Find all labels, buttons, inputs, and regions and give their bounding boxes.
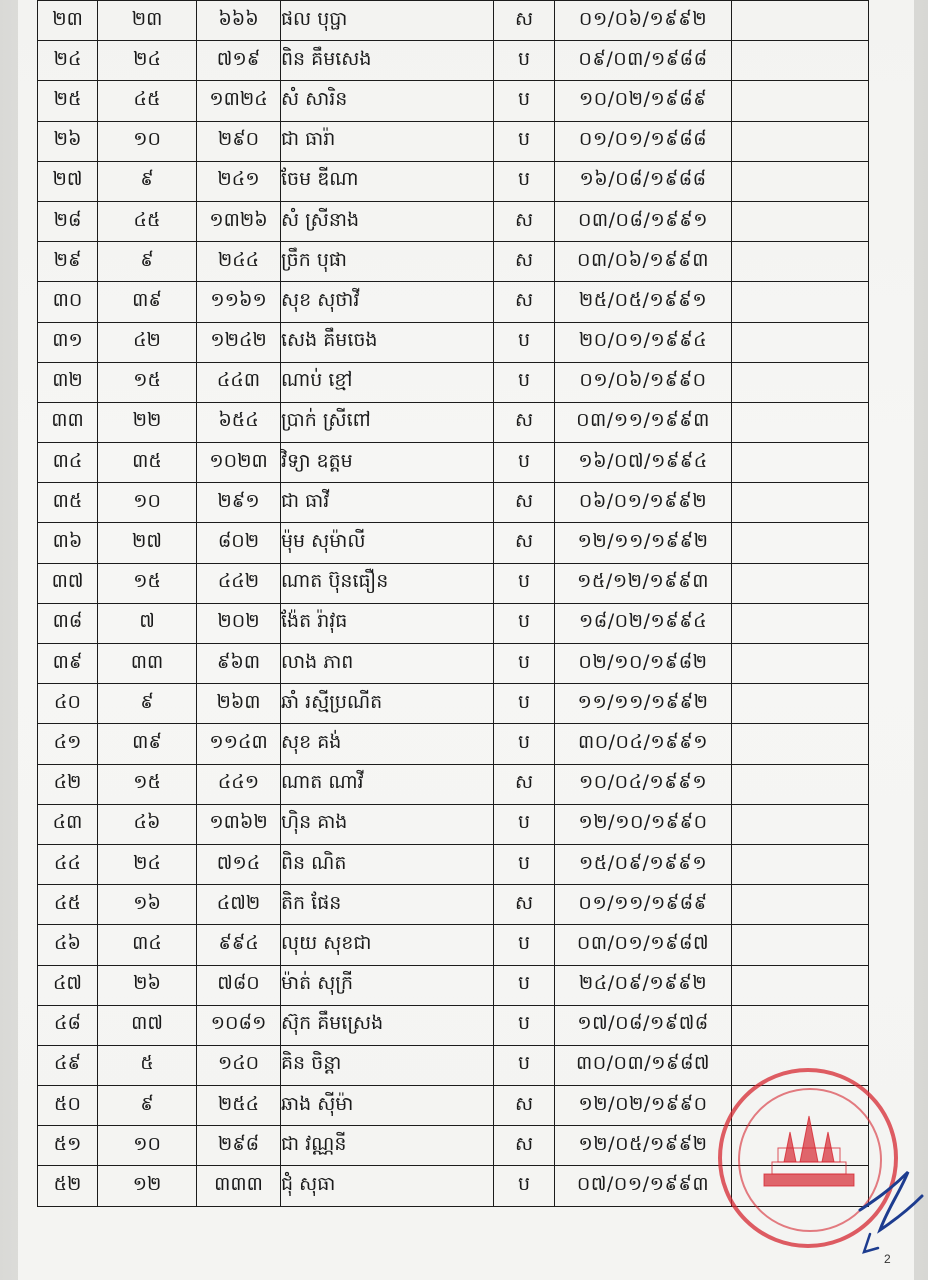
row-number: ២៧ bbox=[38, 161, 98, 201]
row-number: ៣៦ bbox=[38, 523, 98, 563]
name-cell: ជុំ សុធា bbox=[281, 1166, 494, 1206]
birthdate-cell: ០៣/០៨/១៩៩១ bbox=[555, 201, 732, 241]
group-number: ៩ bbox=[98, 1086, 197, 1126]
table-row bbox=[38, 402, 869, 442]
gender-cell: ស bbox=[494, 402, 555, 442]
gender-cell: ប bbox=[494, 965, 555, 1005]
id-number: ២៥៤ bbox=[197, 1086, 281, 1126]
id-number: ១៤០ bbox=[197, 1045, 281, 1085]
remarks-cell bbox=[732, 563, 869, 603]
id-number: ៤៤២ bbox=[197, 563, 281, 603]
name-cell: ឆាំ រស្មីប្រណីត bbox=[281, 684, 494, 724]
table-row bbox=[38, 603, 869, 643]
table-row bbox=[38, 684, 869, 724]
table-row bbox=[38, 362, 869, 402]
row-number: ២៩ bbox=[38, 242, 98, 282]
group-number: ៣៣ bbox=[98, 644, 197, 684]
birthdate-cell: ០៣/០៦/១៩៩៣ bbox=[555, 242, 732, 282]
row-number: ៣៩ bbox=[38, 644, 98, 684]
row-number: ៣៤ bbox=[38, 443, 98, 483]
remarks-cell bbox=[732, 965, 869, 1005]
table-row bbox=[38, 242, 869, 282]
id-number: ១៣២៦ bbox=[197, 201, 281, 241]
row-number: ៤៥ bbox=[38, 885, 98, 925]
id-number: ១២៤២ bbox=[197, 322, 281, 362]
id-number: ៤៤៣ bbox=[197, 362, 281, 402]
row-number: ២៨ bbox=[38, 201, 98, 241]
birthdate-cell: ២៥/០៥/១៩៩១ bbox=[555, 282, 732, 322]
id-number: ១១៤៣ bbox=[197, 724, 281, 764]
birthdate-cell: ០៣/១១/១៩៩៣ bbox=[555, 402, 732, 442]
name-cell: គិន ចិន្តា bbox=[281, 1045, 494, 1085]
group-number: ៣៧ bbox=[98, 1005, 197, 1045]
table-row bbox=[38, 804, 869, 844]
remarks-cell bbox=[732, 1, 869, 41]
remarks-cell bbox=[732, 684, 869, 724]
name-cell: ជា ធារ៉ា bbox=[281, 121, 494, 161]
gender-cell: ប bbox=[494, 684, 555, 724]
group-number: ៩ bbox=[98, 161, 197, 201]
gender-cell: ប bbox=[494, 1045, 555, 1085]
name-cell: សុខ គង់ bbox=[281, 724, 494, 764]
birthdate-cell: ១២/០៥/១៩៩២ bbox=[555, 1126, 732, 1166]
table-row bbox=[38, 644, 869, 684]
birthdate-cell: ១២/០២/១៩៩០ bbox=[555, 1086, 732, 1126]
remarks-cell bbox=[732, 443, 869, 483]
row-number: ៤៤ bbox=[38, 844, 98, 884]
birthdate-cell: ៣០/០៣/១៩៨៧ bbox=[555, 1045, 732, 1085]
table-row bbox=[38, 282, 869, 322]
name-cell: សុខ សុថាវី bbox=[281, 282, 494, 322]
gender-cell: ស bbox=[494, 885, 555, 925]
gender-cell: ស bbox=[494, 282, 555, 322]
gender-cell: ស bbox=[494, 242, 555, 282]
table-row bbox=[38, 483, 869, 523]
remarks-cell bbox=[732, 322, 869, 362]
group-number: ២៦ bbox=[98, 965, 197, 1005]
id-number: ៩៦៣ bbox=[197, 644, 281, 684]
row-number: ៤៣ bbox=[38, 804, 98, 844]
group-number: ៤៥ bbox=[98, 201, 197, 241]
id-number: ៩៩៤ bbox=[197, 925, 281, 965]
birthdate-cell: ០១/០៦/១៩៩០ bbox=[555, 362, 732, 402]
remarks-cell bbox=[732, 925, 869, 965]
name-cell: លុយ សុខជា bbox=[281, 925, 494, 965]
id-number: ១០៨១ bbox=[197, 1005, 281, 1045]
id-number: ២៩៨ bbox=[197, 1126, 281, 1166]
id-number: ៧១៩ bbox=[197, 41, 281, 81]
remarks-cell bbox=[732, 644, 869, 684]
row-number: ៥២ bbox=[38, 1166, 98, 1206]
birthdate-cell: ១២/១០/១៩៩០ bbox=[555, 804, 732, 844]
group-number: ២៣ bbox=[98, 1, 197, 41]
row-number: ៣១ bbox=[38, 322, 98, 362]
name-cell: ង៉ែត រ៉ាវុធ bbox=[281, 603, 494, 643]
group-number: ១០ bbox=[98, 483, 197, 523]
remarks-cell bbox=[732, 1005, 869, 1045]
roster-table bbox=[37, 0, 869, 1207]
gender-cell: ស bbox=[494, 764, 555, 804]
id-number: ១១៦១ bbox=[197, 282, 281, 322]
name-cell: ណាប់ ខ្មៅ bbox=[281, 362, 494, 402]
gender-cell: ស bbox=[494, 201, 555, 241]
name-cell: ប្រាក់ ស្រីពៅ bbox=[281, 402, 494, 442]
table-row bbox=[38, 925, 869, 965]
name-cell: វិទ្យា ឧត្តម bbox=[281, 443, 494, 483]
table-row bbox=[38, 724, 869, 764]
name-cell: សំ សារិន bbox=[281, 81, 494, 121]
birthdate-cell: ១០/០៤/១៩៩១ bbox=[555, 764, 732, 804]
remarks-cell bbox=[732, 523, 869, 563]
row-number: ៥១ bbox=[38, 1126, 98, 1166]
gender-cell: ប bbox=[494, 1166, 555, 1206]
row-number: ២៣ bbox=[38, 1, 98, 41]
name-cell: ពិន គឹមសេង bbox=[281, 41, 494, 81]
gender-cell: ប bbox=[494, 925, 555, 965]
id-number: ២៦៣ bbox=[197, 684, 281, 724]
group-number: ២២ bbox=[98, 402, 197, 442]
group-number: ៤៥ bbox=[98, 81, 197, 121]
group-number: ៣៩ bbox=[98, 282, 197, 322]
gender-cell: ប bbox=[494, 644, 555, 684]
table-row bbox=[38, 844, 869, 884]
group-number: ២៤ bbox=[98, 844, 197, 884]
gender-cell: ស bbox=[494, 483, 555, 523]
group-number: ៧ bbox=[98, 603, 197, 643]
row-number: ២៤ bbox=[38, 41, 98, 81]
birthdate-cell: ១៧/០៨/១៩៧៨ bbox=[555, 1005, 732, 1045]
table-row bbox=[38, 1, 869, 41]
group-number: ៩ bbox=[98, 684, 197, 724]
id-number: ៧១៤ bbox=[197, 844, 281, 884]
row-number: ២៦ bbox=[38, 121, 98, 161]
birthdate-cell: ០១/១១/១៩៨៩ bbox=[555, 885, 732, 925]
table-row bbox=[38, 81, 869, 121]
table-row bbox=[38, 201, 869, 241]
id-number: ២៩១ bbox=[197, 483, 281, 523]
group-number: ១៥ bbox=[98, 362, 197, 402]
row-number: ៣៨ bbox=[38, 603, 98, 643]
id-number: ៧៨០ bbox=[197, 965, 281, 1005]
remarks-cell bbox=[732, 81, 869, 121]
group-number: ៥ bbox=[98, 1045, 197, 1085]
remarks-cell bbox=[732, 844, 869, 884]
birthdate-cell: ១៨/០២/១៩៩៤ bbox=[555, 603, 732, 643]
gender-cell: ប bbox=[494, 362, 555, 402]
id-number: ២៤១ bbox=[197, 161, 281, 201]
id-number: ១៣៦២ bbox=[197, 804, 281, 844]
birthdate-cell: ២៤/០៩/១៩៩២ bbox=[555, 965, 732, 1005]
birthdate-cell: ០១/០១/១៩៨៨ bbox=[555, 121, 732, 161]
group-number: ១៥ bbox=[98, 563, 197, 603]
id-number: ២៩០ bbox=[197, 121, 281, 161]
table-row bbox=[38, 523, 869, 563]
table-row bbox=[38, 161, 869, 201]
table-row bbox=[38, 41, 869, 81]
id-number: ១៣២៤ bbox=[197, 81, 281, 121]
remarks-cell bbox=[732, 242, 869, 282]
signature-mark bbox=[850, 1150, 928, 1260]
remarks-cell bbox=[732, 603, 869, 643]
remarks-cell bbox=[732, 201, 869, 241]
gender-cell: ប bbox=[494, 121, 555, 161]
row-number: ២៥ bbox=[38, 81, 98, 121]
gender-cell: ប bbox=[494, 41, 555, 81]
name-cell: ច្រឹក បុផា bbox=[281, 242, 494, 282]
gender-cell: ប bbox=[494, 844, 555, 884]
row-number: ៣០ bbox=[38, 282, 98, 322]
birthdate-cell: ១១/១១/១៩៩២ bbox=[555, 684, 732, 724]
id-number: ៤៤១ bbox=[197, 764, 281, 804]
name-cell: ជា ធាវី bbox=[281, 483, 494, 523]
birthdate-cell: ១៥/០៩/១៩៩១ bbox=[555, 844, 732, 884]
row-number: ៣៥ bbox=[38, 483, 98, 523]
name-cell: ផល បុប្ផា bbox=[281, 1, 494, 41]
row-number: ៤៧ bbox=[38, 965, 98, 1005]
id-number: ២៤៤ bbox=[197, 242, 281, 282]
name-cell: ហ៊ិន គាង bbox=[281, 804, 494, 844]
remarks-cell bbox=[732, 41, 869, 81]
gender-cell: ស bbox=[494, 1, 555, 41]
table-row bbox=[38, 322, 869, 362]
group-number: ១៥ bbox=[98, 764, 197, 804]
group-number: ៩ bbox=[98, 242, 197, 282]
row-number: ៣៣ bbox=[38, 402, 98, 442]
birthdate-cell: ១០/០២/១៩៨៩ bbox=[555, 81, 732, 121]
name-cell: ចែម ឌីណា bbox=[281, 161, 494, 201]
remarks-cell bbox=[732, 483, 869, 523]
remarks-cell bbox=[732, 764, 869, 804]
row-number: ៣២ bbox=[38, 362, 98, 402]
remarks-cell bbox=[732, 282, 869, 322]
table-row bbox=[38, 885, 869, 925]
group-number: ១៦ bbox=[98, 885, 197, 925]
gender-cell: ស bbox=[494, 1126, 555, 1166]
remarks-cell bbox=[732, 402, 869, 442]
birthdate-cell: ១៦/០៨/១៩៨៨ bbox=[555, 161, 732, 201]
row-number: ៤២ bbox=[38, 764, 98, 804]
table-row bbox=[38, 764, 869, 804]
group-number: ២៧ bbox=[98, 523, 197, 563]
remarks-cell bbox=[732, 724, 869, 764]
group-number: ៣៤ bbox=[98, 925, 197, 965]
remarks-cell bbox=[732, 362, 869, 402]
name-cell: តិក ផែន bbox=[281, 885, 494, 925]
group-number: ៣៥ bbox=[98, 443, 197, 483]
name-cell: សំ ស្រីនាង bbox=[281, 201, 494, 241]
birthdate-cell: ១៦/០៧/១៩៩៤ bbox=[555, 443, 732, 483]
gender-cell: ស bbox=[494, 523, 555, 563]
group-number: ៣៩ bbox=[98, 724, 197, 764]
birthdate-cell: ០៦/០១/១៩៩២ bbox=[555, 483, 732, 523]
birthdate-cell: ០៣/០១/១៩៨៧ bbox=[555, 925, 732, 965]
gender-cell: ប bbox=[494, 1005, 555, 1045]
name-cell: ណាត ណាវី bbox=[281, 764, 494, 804]
row-number: ៤៨ bbox=[38, 1005, 98, 1045]
id-number: ៦៦៦ bbox=[197, 1, 281, 41]
gender-cell: ប bbox=[494, 443, 555, 483]
table-row bbox=[38, 965, 869, 1005]
name-cell: ម៉ុម សុម៉ាលី bbox=[281, 523, 494, 563]
group-number: ៤២ bbox=[98, 322, 197, 362]
group-number: ១០ bbox=[98, 1126, 197, 1166]
row-number: ៣៧ bbox=[38, 563, 98, 603]
gender-cell: ប bbox=[494, 804, 555, 844]
gender-cell: ប bbox=[494, 322, 555, 362]
name-cell: សេង គឹមចេង bbox=[281, 322, 494, 362]
row-number: ៤០ bbox=[38, 684, 98, 724]
birthdate-cell: ០១/០៦/១៩៩២ bbox=[555, 1, 732, 41]
id-number: ៣៣៣ bbox=[197, 1166, 281, 1206]
table-body bbox=[38, 1, 869, 1207]
birthdate-cell: ១៥/១២/១៩៩៣ bbox=[555, 563, 732, 603]
group-number: ១០ bbox=[98, 121, 197, 161]
gender-cell: ប bbox=[494, 724, 555, 764]
name-cell: ម៉ាត់ សុក្រី bbox=[281, 965, 494, 1005]
id-number: ៤៧២ bbox=[197, 885, 281, 925]
remarks-cell bbox=[732, 161, 869, 201]
remarks-cell bbox=[732, 804, 869, 844]
group-number: ១២ bbox=[98, 1166, 197, 1206]
id-number: ៨០២ bbox=[197, 523, 281, 563]
gender-cell: ប bbox=[494, 161, 555, 201]
row-number: ៤៩ bbox=[38, 1045, 98, 1085]
gender-cell: ប bbox=[494, 603, 555, 643]
name-cell: ស៊ុក គឹមស្រេង bbox=[281, 1005, 494, 1045]
remarks-cell bbox=[732, 121, 869, 161]
table-row bbox=[38, 121, 869, 161]
id-number: ៦៥៤ bbox=[197, 402, 281, 442]
name-cell: ពិន ណិត bbox=[281, 844, 494, 884]
page-number: 2 bbox=[884, 1252, 891, 1266]
row-number: ៤១ bbox=[38, 724, 98, 764]
name-cell: ជា វណ្ណនី bbox=[281, 1126, 494, 1166]
gender-cell: ប bbox=[494, 563, 555, 603]
row-number: ៤៦ bbox=[38, 925, 98, 965]
gender-cell: ស bbox=[494, 1086, 555, 1126]
table-row bbox=[38, 563, 869, 603]
table-row bbox=[38, 1005, 869, 1045]
birthdate-cell: ២០/០១/១៩៩៤ bbox=[555, 322, 732, 362]
name-cell: លាង ភាព bbox=[281, 644, 494, 684]
birthdate-cell: ១២/១១/១៩៩២ bbox=[555, 523, 732, 563]
id-number: ២០២ bbox=[197, 603, 281, 643]
name-cell: ណាត ប៊ុនធឿន bbox=[281, 563, 494, 603]
group-number: ២៤ bbox=[98, 41, 197, 81]
name-cell: ឆាង ស៊ីម៉ា bbox=[281, 1086, 494, 1126]
birthdate-cell: ០២/១០/១៩៨២ bbox=[555, 644, 732, 684]
birthdate-cell: ០៩/០៣/១៩៨៨ bbox=[555, 41, 732, 81]
row-number: ៥០ bbox=[38, 1086, 98, 1126]
birthdate-cell: ៣០/០៤/១៩៩១ bbox=[555, 724, 732, 764]
group-number: ៤៦ bbox=[98, 804, 197, 844]
gender-cell: ប bbox=[494, 81, 555, 121]
table-row bbox=[38, 443, 869, 483]
remarks-cell bbox=[732, 885, 869, 925]
id-number: ១០២៣ bbox=[197, 443, 281, 483]
birthdate-cell: ០៧/០១/១៩៩៣ bbox=[555, 1166, 732, 1206]
